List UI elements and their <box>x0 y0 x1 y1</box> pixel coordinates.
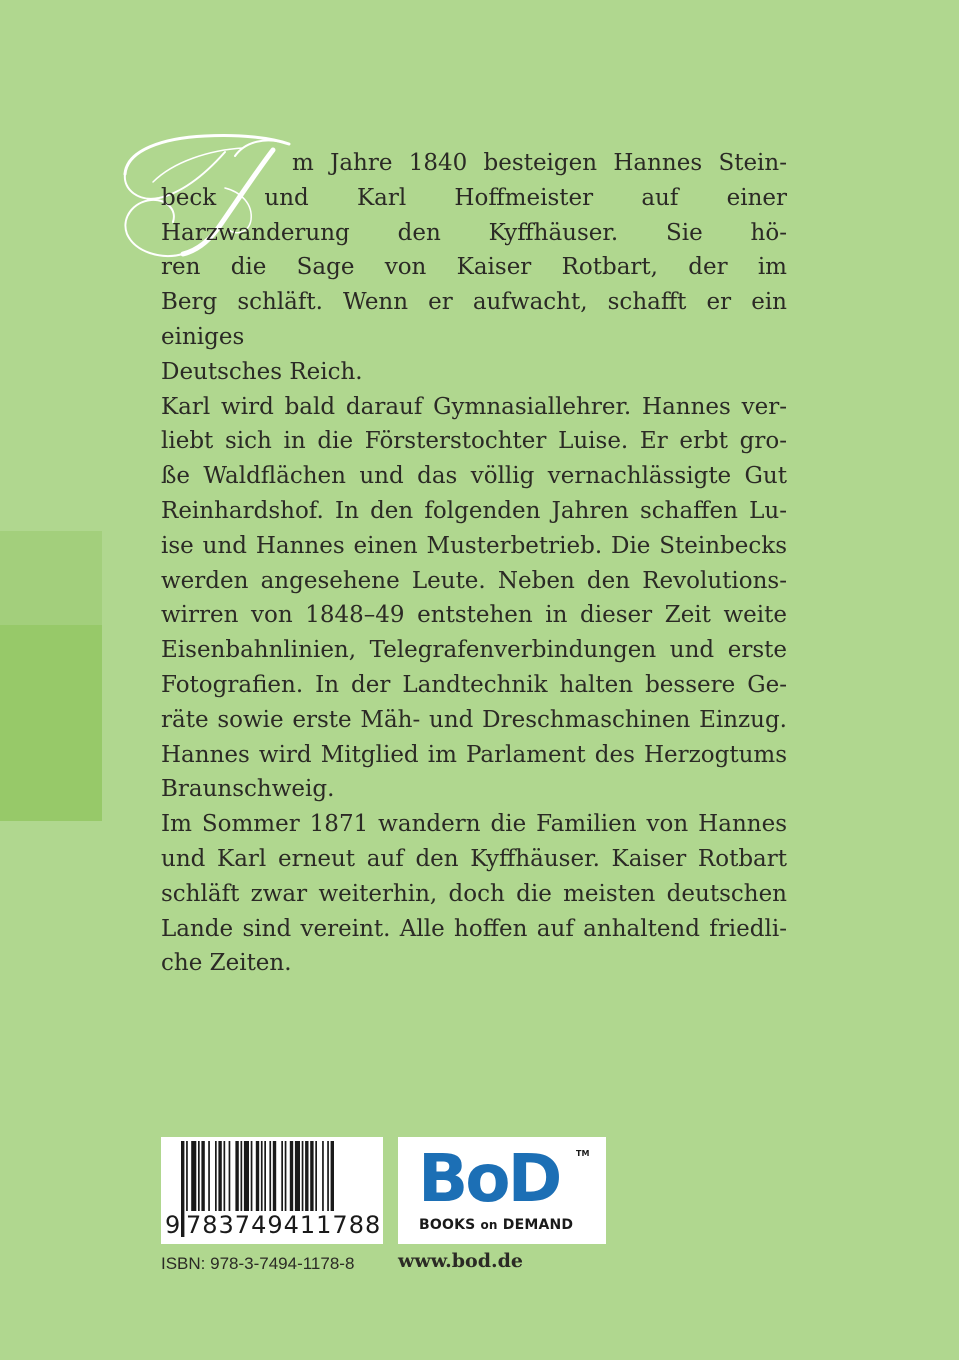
side-band-top <box>0 531 102 625</box>
bod-tagline-on: on <box>480 1218 498 1232</box>
barcode-bar <box>218 1141 221 1215</box>
barcode-bar <box>315 1141 317 1215</box>
blurb-line: und Karl erneut auf den Kyffhäuser. Kaiser Rotbart <box>161 845 787 872</box>
blurb-line: ren die Sage von Kaiser Rotbart, der im <box>161 254 787 281</box>
blurb-line: wirren von 1848–49 entstehen in dieser Zeit weite <box>161 602 787 629</box>
blurb-line: ise und Hannes einen Musterbetrieb. Die Steinbecks <box>161 532 787 559</box>
barcode-bar <box>295 1141 300 1215</box>
blurb-line: Berg schläft. Wenn er aufwacht, schafft er ein einiges <box>161 289 787 350</box>
barcode-bar <box>305 1141 308 1215</box>
blurb-line: Deutsches Reich. <box>161 358 363 385</box>
barcode-bar <box>208 1141 210 1215</box>
blurb-line: che Zeiten. <box>161 950 292 977</box>
blurb-line: Im Sommer 1871 wandern die Familien von Hannes <box>161 811 787 838</box>
barcode-bar <box>201 1141 204 1215</box>
blurb-line: liebt sich in die Försterstochter Luise. Er erbt gro- <box>161 428 787 455</box>
blurb-line: beck und Karl Hoffmeister auf einer <box>161 184 787 211</box>
blurb-line: räte sowie erste Mäh- und Dreschmaschinen Einzug. <box>161 706 787 733</box>
barcode-digits <box>161 1209 383 1241</box>
barcode-bar <box>241 1141 243 1215</box>
publisher-website: www.bod.de <box>398 1250 524 1272</box>
isbn-text: ISBN: 978-3-7494-1178-8 <box>161 1254 355 1273</box>
blurb-line: Reinhardshof. In den folgenden Jahren schaffen Lu- <box>161 497 787 524</box>
barcode-first-digit: 9 <box>165 1211 181 1239</box>
barcode-bar <box>310 1141 313 1215</box>
blurb-line: ße Waldflächen und das völlig vernachlässigte Gut <box>161 463 787 490</box>
barcode-bar <box>244 1141 249 1215</box>
blurb-line: Braunschweig. <box>161 776 335 803</box>
barcode-bar <box>264 1141 266 1215</box>
barcode-bar <box>198 1141 200 1215</box>
bod-logo-wordmark: BoD <box>418 1140 560 1217</box>
blurb-line: Hannes wird Mitglied im Parlament des Herzogtums <box>161 741 787 768</box>
blurb-line: Eisenbahnlinien, Telegrafenverbindungen und erste <box>161 637 787 664</box>
barcode-bar <box>269 1141 271 1215</box>
isbn-barcode <box>161 1137 383 1244</box>
barcode-bar <box>191 1141 196 1215</box>
barcode-bar <box>224 1141 226 1215</box>
barcode-bar <box>281 1141 283 1215</box>
blurb-line: Karl wird bald darauf Gymnasiallehrer. Hannes ver- <box>161 393 787 420</box>
blurb-line: Harzwanderung den Kyffhäuser. Sie hö- <box>161 219 787 246</box>
barcode-bar <box>261 1141 263 1215</box>
barcode-bar <box>235 1141 238 1215</box>
barcode-bar <box>215 1141 217 1215</box>
barcode-bar <box>251 1141 253 1215</box>
barcode-bar <box>322 1141 324 1215</box>
side-band-bottom <box>0 625 102 821</box>
blurb-line: schläft zwar weiterhin, doch die meisten deutschen <box>161 880 787 907</box>
blurb-line: werden angesehene Leute. Neben den Revolutions- <box>161 567 787 594</box>
barcode-bar <box>273 1141 276 1215</box>
barcode-bar <box>290 1141 293 1215</box>
bod-logo-tagline <box>419 1217 573 1233</box>
bod-tagline-demand: DEMAND <box>497 1217 574 1233</box>
barcode-bar <box>256 1141 259 1215</box>
bod-logo-trademark: TM <box>576 1149 590 1158</box>
blurb-line: Fotografien. In der Landtechnik halten bessere Ge- <box>161 671 787 698</box>
bod-tagline-books: BOOKS <box>419 1217 481 1233</box>
barcode-bar <box>302 1141 304 1215</box>
barcode-bar <box>285 1141 287 1215</box>
barcode-bar <box>229 1141 231 1215</box>
blurb-line: m Jahre 1840 besteigen Hannes Stein- <box>292 150 787 176</box>
barcode-number: 783749411788 <box>186 1211 382 1239</box>
back-cover-blurb <box>161 146 787 981</box>
bod-logo <box>398 1137 606 1244</box>
blurb-line: Lande sind vereint. Alle hoffen auf anhaltend friedli- <box>161 915 787 942</box>
